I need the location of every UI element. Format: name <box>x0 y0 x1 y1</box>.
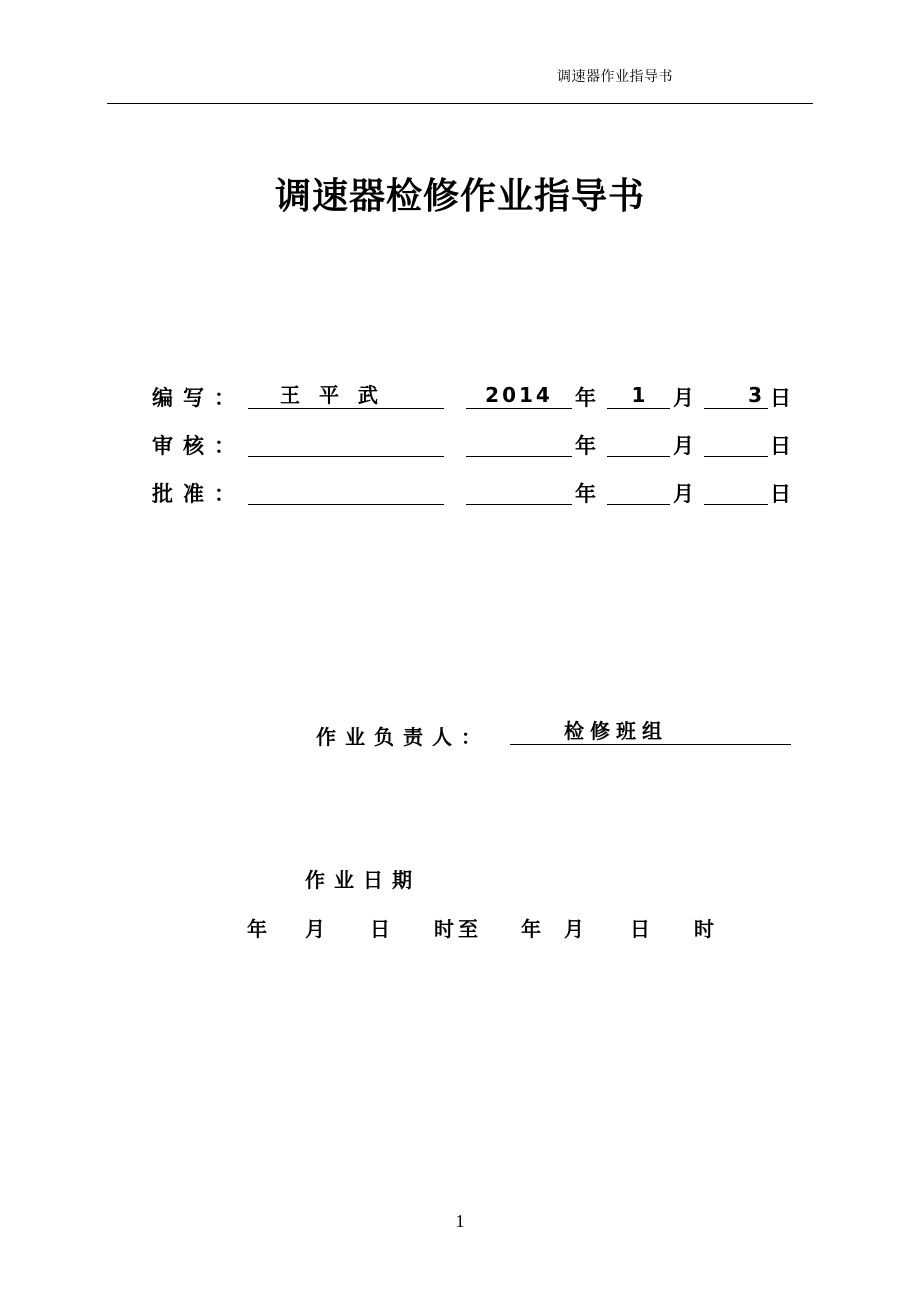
year-unit: 年 <box>575 434 596 458</box>
day-unit: 日 <box>770 434 791 458</box>
signature-name-field <box>248 430 444 457</box>
signature-day-value: 3 <box>748 383 762 407</box>
signature-day-field <box>704 430 768 457</box>
date-part-month: 月 <box>305 917 325 941</box>
date-part-year: 年 <box>247 917 267 941</box>
signature-day-field <box>704 478 768 505</box>
day-unit: 日 <box>770 482 791 506</box>
year-unit: 年 <box>575 482 596 506</box>
date-part-hour: 时 <box>694 917 714 941</box>
date-part-year: 年 <box>521 917 541 941</box>
date-part-day: 日 <box>630 917 650 941</box>
header-title: 调速器作业指导书 <box>557 69 673 85</box>
responsible-value: 检修班组 <box>510 718 791 745</box>
page-number: 1 <box>455 1211 465 1231</box>
signature-name-field <box>248 478 444 505</box>
month-unit: 月 <box>673 386 694 410</box>
signature-year-field: 2014 <box>466 382 572 409</box>
signature-day-field <box>704 382 768 409</box>
date-part-month: 月 <box>564 917 584 941</box>
signature-month-field <box>607 430 670 457</box>
day-unit: 日 <box>770 386 791 410</box>
month-unit: 月 <box>673 482 694 506</box>
date-part-hour-to: 时至 <box>434 917 482 941</box>
work-date-label: 作业日期 <box>305 868 421 892</box>
responsible-label: 作业负责人： <box>316 725 490 749</box>
signature-name-field: 王 平 武 <box>248 382 444 409</box>
year-unit: 年 <box>575 386 596 410</box>
signature-month-field <box>607 478 670 505</box>
signature-label: 批准： <box>152 482 245 506</box>
month-unit: 月 <box>673 434 694 458</box>
header-divider <box>107 103 813 104</box>
signature-label: 编写： <box>152 386 245 410</box>
signature-month-field: 1 <box>607 382 670 409</box>
signature-year-field <box>466 430 572 457</box>
signature-year-field <box>466 478 572 505</box>
date-part-day: 日 <box>370 917 390 941</box>
document-title: 调速器检修作业指导书 <box>274 176 645 217</box>
signature-label: 审核： <box>152 434 245 458</box>
